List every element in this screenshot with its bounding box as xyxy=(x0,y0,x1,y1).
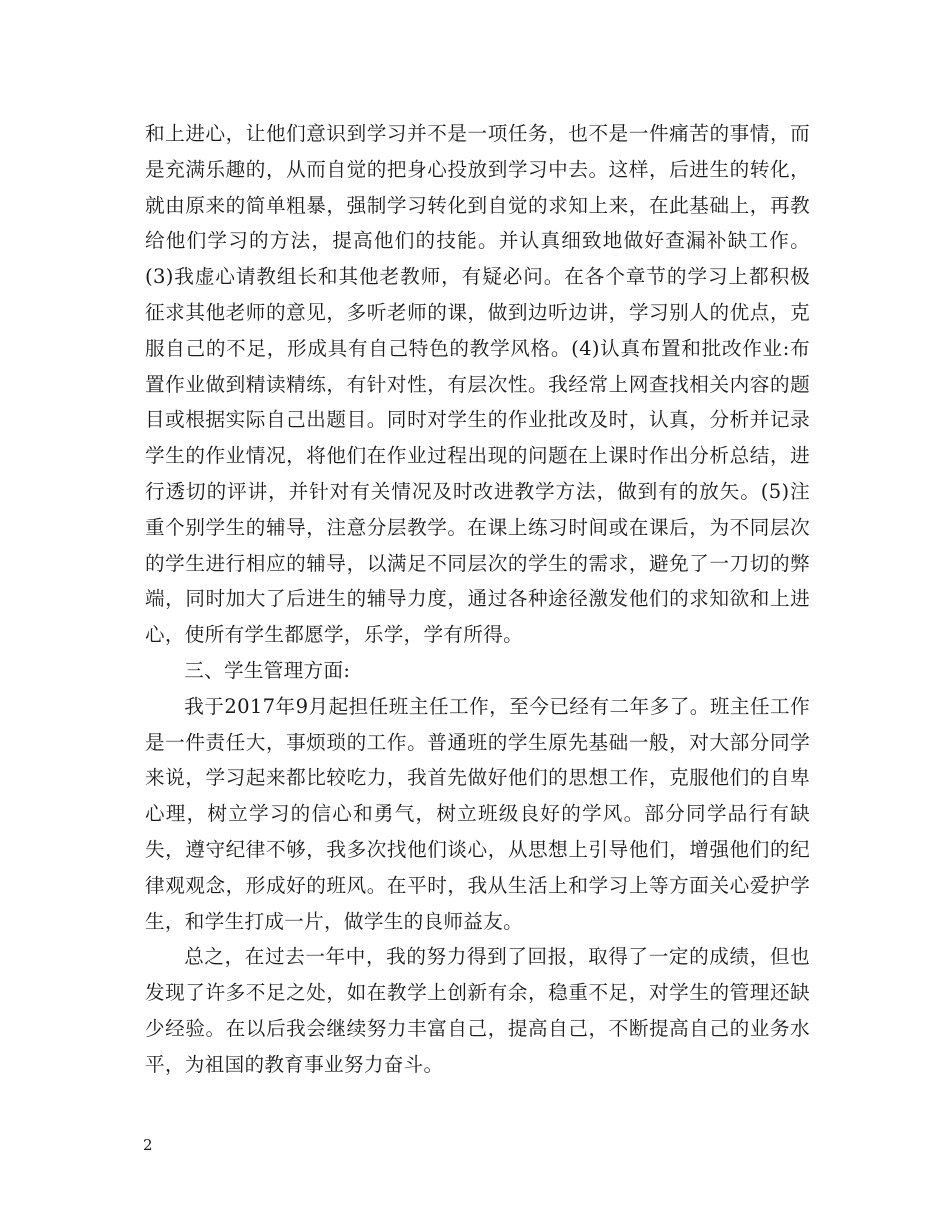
body-paragraph: 和上进心，让他们意识到学习并不是一项任务，也不是一件痛苦的事情，而是充满乐趣的，从而自觉的把身心投放到学习中去。这样，后进生的转化，就由原来的简单粗暴，强制学习转化到自觉的求知上来，在此基础上，再教给他们学习的方法，提高他们的技能。并认真细致地做好查漏补缺工作。(3)我虚心请教组长和其他老教师，有疑必问。在各个章节的学习上都积极征求其他老师的意见，多听老师的课，做到边听边讲，学习别人的优点，克服自己的不足，形成具有自己特色的教学风格。(4)认真布置和批改作业:布置作业做到精读精练，有针对性，有层次性。我经常上网查找相关内容的题目或根据实际自己出题目。同时对学生的作业批改及时，认真，分析并记录学生的作业情况，将他们在作业过程出现的问题在上课时作出分析总结，进行透切的评讲，并针对有关情况及时改进教学方法，做到有的放矢。(5)注重个别学生的辅导，注意分层教学。在课上练习时间或在课后，为不同层次的学生进行相应的辅导，以满足不同层次的学生的需求，避免了一刀切的弊端，同时加大了后进生的辅导力度，通过各种途径激发他们的求知欲和上进心，使所有学生都愿学，乐学，学有所得。 xyxy=(145,122,810,647)
page-number: 2 xyxy=(143,1136,153,1154)
body-paragraph: 我于2017年9月起担任班主任工作，至今已经有二年多了。班主任工作是一件责任大，事烦琐的工作。普通班的学生原先基础一般，对大部分同学来说，学习起来都比较吃力，我首先做好他们的思想工作，克服他们的自卑心理，树立学习的信心和勇气，树立班级良好的学风。部分同学品行有缺失，遵守纪律不够，我多次找他们谈心，从思想上引导他们，增强他们的纪律观观念，形成好的班风。在平时，我从生活上和学习上等方面关心爱护学生，和学生打成一片，做学生的良师益友。 xyxy=(145,694,810,933)
section-heading-student-management: 三、学生管理方面: xyxy=(184,658,351,682)
document-body xyxy=(145,116,810,1083)
body-paragraph: 总之，在过去一年中，我的努力得到了回报，取得了一定的成绩，但也发现了许多不足之处，如在教学上创新有余，稳重不足，对学生的管理还缺少经验。在以后我会继续努力丰富自己，提高自己，不断提高自己的业务水平，为祖国的教育事业努力奋斗。 xyxy=(145,945,810,1076)
